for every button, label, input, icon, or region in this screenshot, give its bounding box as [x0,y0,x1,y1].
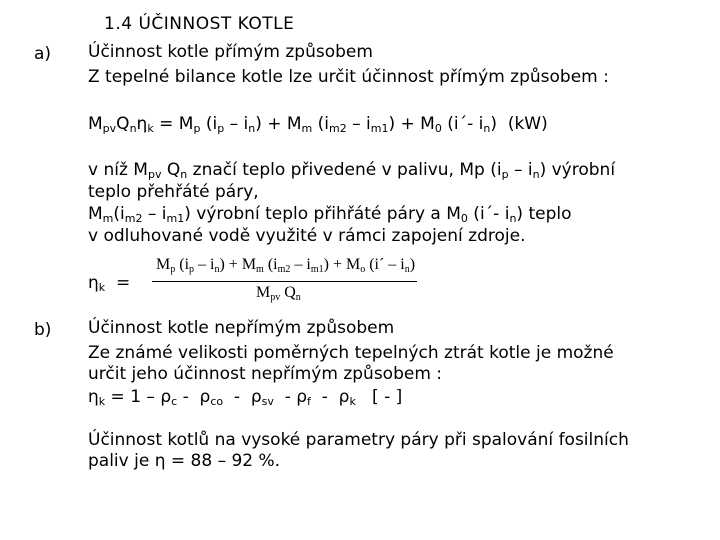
section-a-marker: a) [34,44,52,64]
explanation-line-4: v odluhované vodě využité v rámci zapojení zdroje. [88,226,526,246]
explanation-line-3: $M_m(i_{m2} - i_{m1})$ výrobní teplo přihřáté páry a $M_0$ (i´- $i_n$) teplo [88,204,572,225]
direct-equation: $M_{pv}Q_n\eta_k = M_p$ $(i_p - i_n) + M_m$ $(i_{m2} - i_{m1}) + M_0$ (i´- $i_n$) (kW) [88,114,548,135]
indirect-equation: $\eta_k = 1 - \rho_c - \rho_{co} - \rho_{sv} - \rho_f - \rho_k$ [ - ] [88,387,403,408]
section-b-title: Účinnost kotle nepřímým způsobem [88,318,395,338]
section-b-line-1: Ze známé velikosti poměrných tepelných ztrát kotle je možné [88,343,614,363]
eta-label: $\eta_k$ = [88,273,131,294]
efficiency-fraction [152,254,422,306]
section-b-marker: b) [34,320,52,340]
page-heading: 1.4 ÚČINNOST KOTLE [104,14,295,34]
conclusion-line-1: Účinnost kotlů na vysoké parametry páry při spalování fosilních [88,430,629,450]
section-b-line-2: určit jeho účinnost nepřímým způsobem : [88,364,443,384]
explanation-line-1: v níž $M_{pv}$ $Q_n$ značí teplo přivedené v palivu, Mp $(i_p - i_n)$ výrobní [88,160,616,181]
fraction-bar [152,281,417,282]
conclusion-line-2: paliv je η = 88 – 92 %. [88,451,281,471]
fraction-denominator: $M_{pv}$ $Q_n$ [256,284,301,303]
section-a-intro: Z tepelné bilance kotle lze určit účinnost přímým způsobem : [88,67,609,87]
fraction-numerator: $M_p$ $(i_p - i_n) + M_m$ $(i_{m2} - i_{m1}) + M_o$ (i´ – $i_n$) [156,256,416,275]
explanation-line-2: teplo přehřáté páry, [88,182,259,202]
section-a-title: Účinnost kotle přímým způsobem [88,42,373,62]
